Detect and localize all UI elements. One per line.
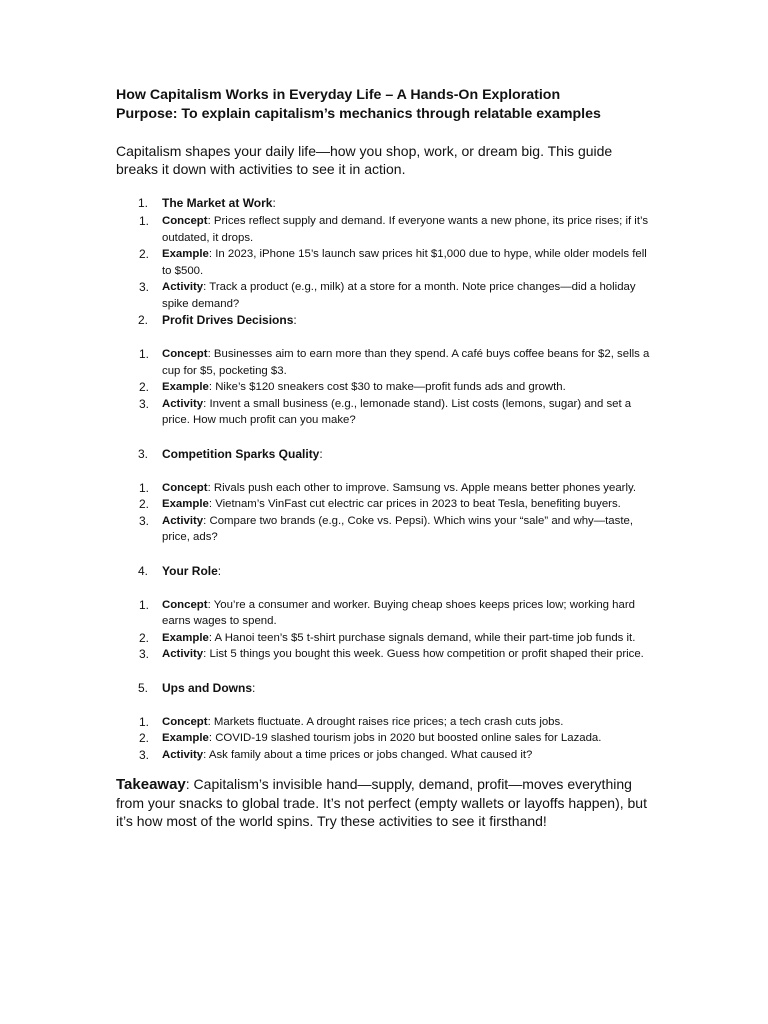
item-number: 2. xyxy=(139,630,150,645)
item-text: : Vietnam’s VinFast cut electric car prices in 2023 to beat Tesla, benefiting buyers. xyxy=(208,498,621,510)
item-number: 1. xyxy=(139,597,150,612)
item-label: Activity xyxy=(162,281,204,293)
list-item xyxy=(116,396,656,429)
takeaway-paragraph xyxy=(116,775,656,830)
section-heading-colon: : xyxy=(319,446,323,461)
list-item xyxy=(116,246,656,279)
item-number: 2. xyxy=(139,247,150,261)
section-profit-drives-decisions xyxy=(116,312,656,329)
item-label: Concept xyxy=(162,348,208,360)
list-item xyxy=(116,496,656,513)
section-items xyxy=(116,714,656,764)
list-item xyxy=(116,480,656,497)
list-item xyxy=(116,630,656,647)
takeaway-label: Takeaway xyxy=(116,776,186,793)
item-label: Concept xyxy=(162,481,208,494)
item-text: : Rivals push each other to improve. Samsung vs. Apple means better phones yearly. xyxy=(207,481,637,494)
item-label: Example xyxy=(162,631,209,644)
item-text: : Compare two brands (e.g., Coke vs. Pepsi). Which wins your “sale” and why—taste, price, ads? xyxy=(162,514,634,543)
item-number: 3. xyxy=(139,647,150,661)
section-competition-sparks-quality xyxy=(116,446,656,463)
item-number: 2. xyxy=(139,380,150,394)
section-number: 3. xyxy=(138,446,149,461)
item-label: Example xyxy=(162,248,209,260)
section-items xyxy=(116,213,656,312)
section-items xyxy=(116,597,656,663)
item-number: 3. xyxy=(139,280,150,294)
item-label: Activity xyxy=(162,514,204,527)
list-item xyxy=(116,513,656,546)
item-number: 2. xyxy=(139,497,150,511)
item-label: Activity xyxy=(162,397,204,410)
intro-paragraph: Capitalism shapes your daily life—how you shop, work, or dream big. This guide breaks it down with activities to see it in action. xyxy=(116,143,613,177)
section-heading: Your Role xyxy=(162,563,218,578)
item-label: Example xyxy=(162,732,209,744)
item-number: 2. xyxy=(139,731,150,745)
list-item xyxy=(116,714,656,731)
item-number: 1. xyxy=(139,214,150,228)
section-heading-colon: : xyxy=(293,313,297,327)
section-ups-and-downs xyxy=(116,680,656,697)
document-title: How Capitalism Works in Everyday Life – A Hands-On Exploration xyxy=(116,87,561,103)
item-number: 3. xyxy=(139,747,150,762)
section-heading-colon: : xyxy=(217,563,222,578)
list-item xyxy=(116,379,656,396)
item-label: Activity xyxy=(162,648,204,660)
item-label: Concept xyxy=(162,715,208,728)
item-label: Example xyxy=(162,498,209,510)
item-text: : Prices reflect supply and demand. If everyone wants a new phone, its price rises; if it’s outdated, it drops. xyxy=(162,215,649,244)
section-number: 2. xyxy=(138,313,149,327)
item-text: : In 2023, iPhone 15’s launch saw prices hit $1,000 due to hype, while older models fell to $500. xyxy=(162,248,647,277)
section-heading: Profit Drives Decisions xyxy=(162,313,294,327)
item-text: : Nike’s $120 sneakers cost $30 to make—profit funds ads and growth. xyxy=(208,381,566,393)
list-item xyxy=(116,747,656,764)
item-text: : COVID-19 slashed tourism jobs in 2020 but boosted online sales for Lazada. xyxy=(208,732,602,744)
section-heading: Ups and Downs xyxy=(162,680,253,695)
section-heading: Competition Sparks Quality xyxy=(162,446,320,461)
section-number: 5. xyxy=(138,680,149,695)
list-item xyxy=(116,730,656,747)
takeaway-text: : Capitalism’s invisible hand—supply, demand, profit—moves everything from your snacks to global trade. It’s not perfect (empty wallets or layoffs happen), but it’s how most of the world spins. Try these activities to see it firsthand! xyxy=(116,776,647,829)
item-number: 1. xyxy=(139,347,150,361)
item-text: : A Hanoi teen’s $5 t-shirt purchase signals demand, while their part-time job funds it. xyxy=(208,631,636,644)
item-number: 3. xyxy=(139,513,150,528)
list-item xyxy=(116,646,656,663)
list-item xyxy=(116,346,656,379)
document-purpose: Purpose: To explain capitalism’s mechanics through relatable examples xyxy=(116,106,601,122)
item-text: : Markets fluctuate. A drought raises rice prices; a tech crash cuts jobs. xyxy=(207,715,564,728)
section-heading: The Market at Work xyxy=(162,196,273,210)
list-item xyxy=(116,279,656,312)
item-text: : You’re a consumer and worker. Buying cheap shoes keeps prices low; working hard earns wages to spend. xyxy=(162,598,635,627)
document-body xyxy=(116,86,656,830)
item-label: Activity xyxy=(162,748,204,761)
section-number: 4. xyxy=(138,563,149,578)
section-heading-colon: : xyxy=(252,680,256,695)
item-text: : Businesses aim to earn more than they spend. A café buys coffee beans for $2, sells a cup for $5, pocketing $3. xyxy=(162,348,650,377)
item-label: Concept xyxy=(162,215,208,227)
section-heading-colon: : xyxy=(272,196,276,210)
item-text: : Track a product (e.g., milk) at a store for a month. Note price changes—did a holiday spike demand? xyxy=(162,281,636,310)
section-market-at-work xyxy=(116,195,656,212)
section-number: 1. xyxy=(138,196,149,210)
item-text: : Invent a small business (e.g., lemonade stand). List costs (lemons, sugar) and set a price. How much profit can you make? xyxy=(162,397,632,426)
item-text: : List 5 things you bought this week. Guess how competition or profit shaped their price. xyxy=(203,648,644,660)
item-number: 1. xyxy=(139,714,150,729)
section-your-role xyxy=(116,563,656,580)
item-number: 1. xyxy=(139,480,150,495)
item-number: 3. xyxy=(139,396,150,411)
section-items xyxy=(116,346,656,429)
item-label: Concept xyxy=(162,598,208,611)
list-item xyxy=(116,597,656,630)
list-item xyxy=(116,213,656,246)
item-label: Example xyxy=(162,381,209,393)
item-text: : Ask family about a time prices or jobs changed. What caused it? xyxy=(203,748,533,761)
section-items xyxy=(116,480,656,546)
